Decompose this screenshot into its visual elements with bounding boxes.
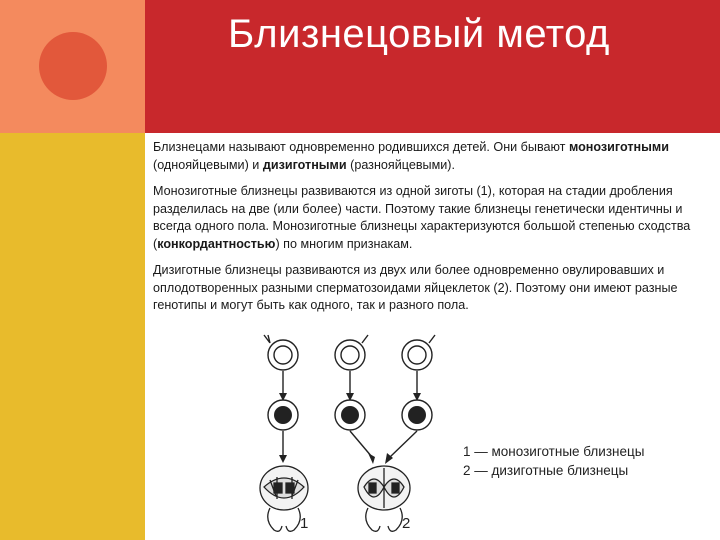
page-title: Близнецовый метод [228,12,610,56]
zygote-3 [402,400,432,430]
term-monozygotic: монозиготными [568,140,669,154]
diagram-label-2: 2 [402,515,411,532]
paragraph-1-part-1: Близнецами называют одновременно родившихся детей. Они бывают [153,140,569,154]
decorative-circle-icon [39,32,107,100]
egg-cell-1 [268,340,298,370]
legend-item-2: 2 — дизиготные близнецы [463,463,629,478]
legend [463,442,644,480]
legend-item-1: 1 — монозиготные близнецы [463,444,645,459]
paragraph-2-part-1: Монозиготные близнецы развиваются из одной зиготы (1), которая на стадии дробления разделилась на две (или более) части. Поэтому такие близнецы генетически идентичны и всегда одного пола. Монозиготные близнецы характеризуются большой степенью сходства ( [153,184,691,251]
paragraph-1-part-2: (однояйцевыми) и [153,157,263,172]
paragraph-1-part-3: (разнояйцевыми). [346,157,455,172]
twins-diagram [240,325,460,540]
diagram-label-1: 1 [300,515,309,532]
corner-block [0,0,145,133]
egg-cell-2 [335,340,365,370]
term-dizygotic: дизиготными [262,157,347,172]
paragraph-2 [153,183,693,253]
body-text [153,139,693,324]
left-sidebar-bar [0,133,145,540]
paragraph-1 [153,139,693,174]
paragraph-2-part-2: ) по многим признакам. [275,236,413,251]
paragraph-3: Дизиготные близнецы развиваются из двух или более одновременно овулировавших и оплодотворенных разными сперматозоидами яйцеклеток (2). Поэтому они имеют разные генотипы и могут быть как одного, так и разного пола. [153,263,678,312]
term-concordance: конкордантностью [157,236,276,251]
zygote-2 [335,400,365,430]
zygote-1 [268,400,298,430]
egg-cell-3 [402,340,432,370]
